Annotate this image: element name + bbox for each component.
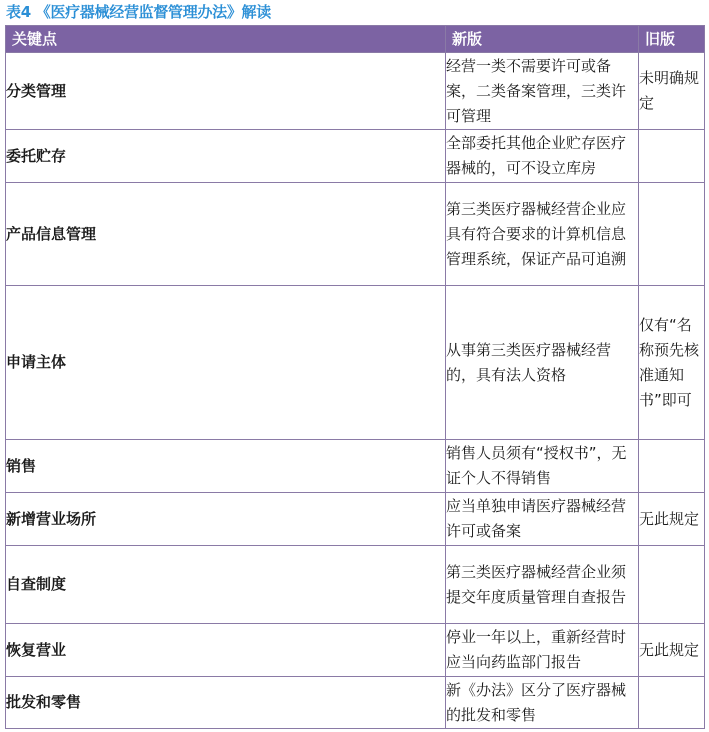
new-cell: 第三类医疗器械经营企业应具有符合要求的计算机信息管理系统，保证产品可追溯 — [446, 183, 639, 286]
key-cell: 委托贮存 — [6, 130, 446, 183]
table-header-row — [6, 26, 705, 53]
table-row — [6, 677, 705, 729]
new-cell: 销售人员须有“授权书”，无证个人不得销售 — [446, 440, 639, 493]
table-title: 表4 《医疗器械经营监督管理办法》解读 — [6, 3, 271, 21]
key-cell: 自查制度 — [6, 546, 446, 624]
table-row — [6, 286, 705, 440]
old-cell — [639, 677, 705, 729]
new-cell: 从事第三类医疗器械经营的，具有法人资格 — [446, 286, 639, 440]
table-row — [6, 440, 705, 493]
table-row — [6, 493, 705, 546]
new-cell: 新《办法》区分了医疗器械的批发和零售 — [446, 677, 639, 729]
old-cell: 仅有“名称预先核准通知书”即可 — [639, 286, 705, 440]
key-cell: 产品信息管理 — [6, 183, 446, 286]
key-cell: 申请主体 — [6, 286, 446, 440]
new-cell: 停业一年以上，重新经营时应当向药监部门报告 — [446, 624, 639, 677]
old-cell: 无此规定 — [639, 624, 705, 677]
new-cell: 应当单独申请医疗器械经营许可或备案 — [446, 493, 639, 546]
key-cell: 销售 — [6, 440, 446, 493]
table-row — [6, 546, 705, 624]
old-cell — [639, 130, 705, 183]
header-new-version: 新版 — [446, 26, 639, 53]
old-cell: 未明确规定 — [639, 53, 705, 130]
table-row — [6, 183, 705, 286]
key-cell: 分类管理 — [6, 53, 446, 130]
new-cell: 第三类医疗器械经营企业须提交年度质量管理自查报告 — [446, 546, 639, 624]
new-cell: 经营一类不需要许可或备案，二类备案管理，三类许可管理 — [446, 53, 639, 130]
key-cell: 恢复营业 — [6, 624, 446, 677]
old-cell — [639, 183, 705, 286]
header-old-version: 旧版 — [639, 26, 705, 53]
interpretation-table — [5, 25, 705, 729]
old-cell — [639, 440, 705, 493]
table-row — [6, 624, 705, 677]
old-cell — [639, 546, 705, 624]
table-row — [6, 130, 705, 183]
header-key-point: 关键点 — [6, 26, 446, 53]
old-cell: 无此规定 — [639, 493, 705, 546]
key-cell: 新增营业场所 — [6, 493, 446, 546]
new-cell: 全部委托其他企业贮存医疗器械的，可不设立库房 — [446, 130, 639, 183]
key-cell: 批发和零售 — [6, 677, 446, 729]
table-row — [6, 53, 705, 130]
